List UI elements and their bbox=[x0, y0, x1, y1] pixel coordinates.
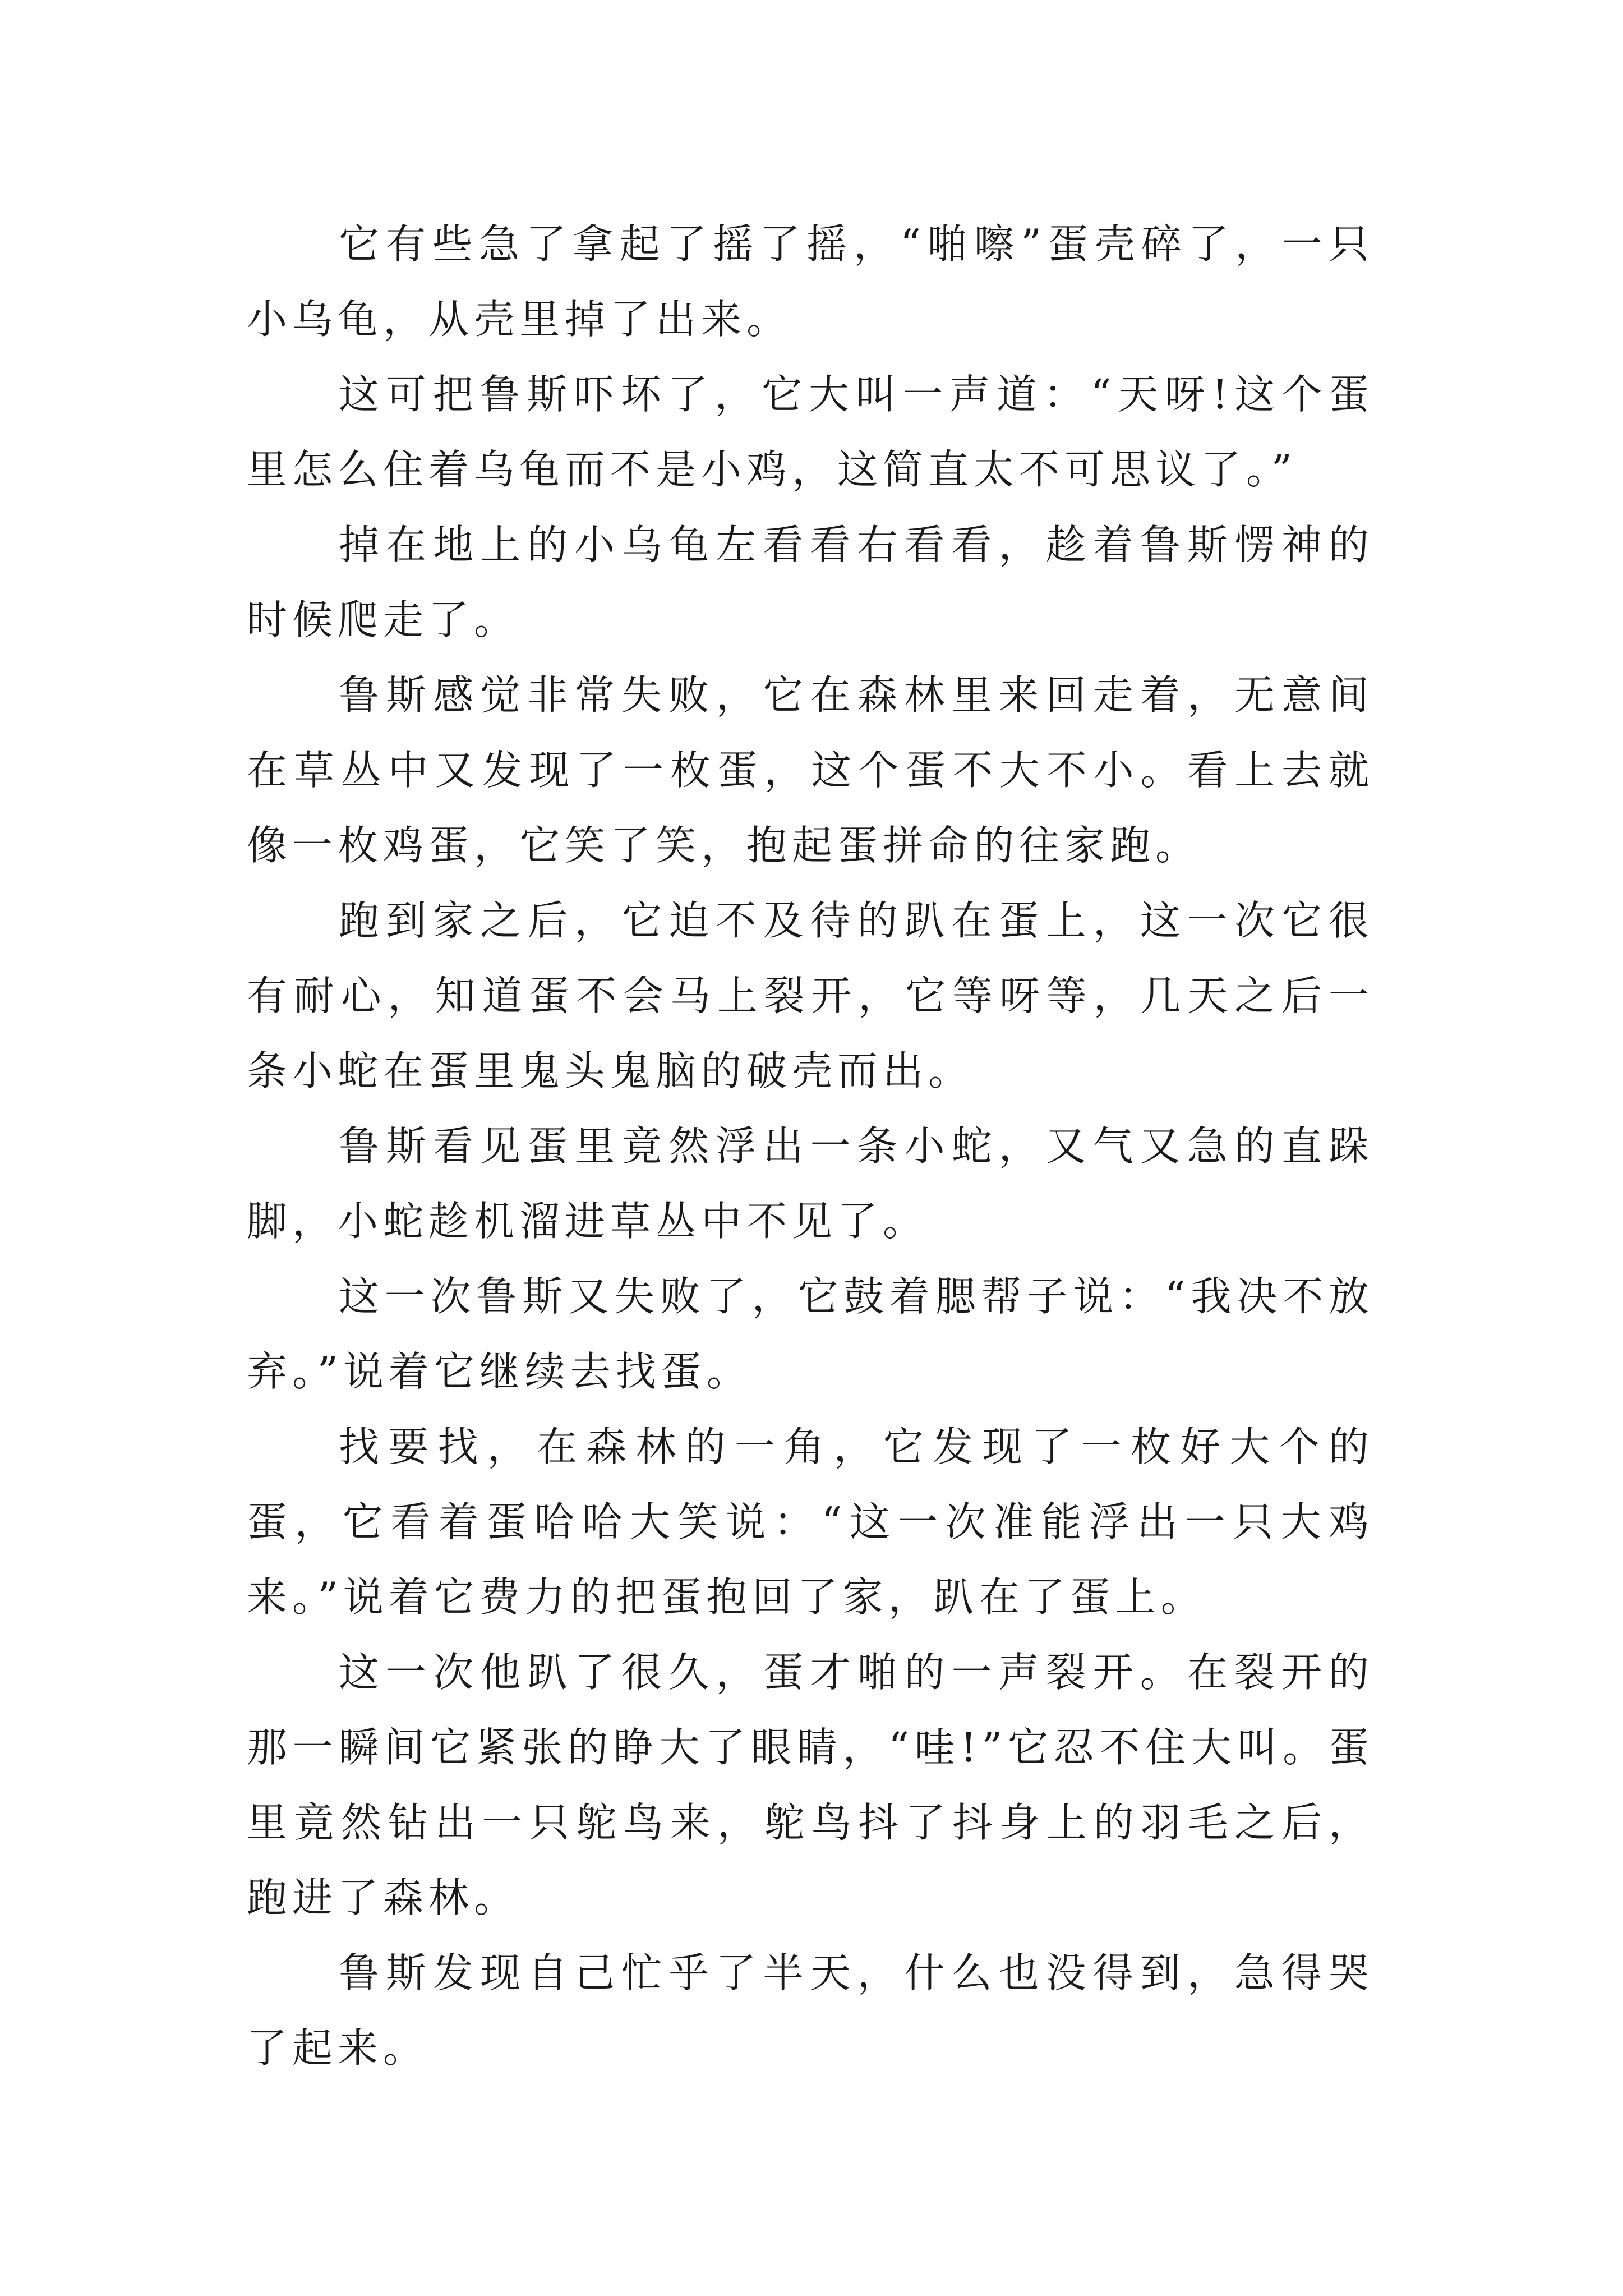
paragraph: 这一次他趴了很久，蛋才啪的一声裂开。在裂开的那一瞬间它紧张的睁大了眼睛，“哇!”它忍不住大叫。蛋里竟然钻出一只鸵鸟来，鸵鸟抖了抖身上的羽毛之后，跑进了森林。 bbox=[247, 1649, 1374, 1921]
paragraph: 找要找，在森林的一角，它发现了一枚好大个的蛋，它看着蛋哈哈大笑说：“这一次准能浮出一只大鸡来。”说着它费力的把蛋抱回了家，趴在了蛋上。 bbox=[247, 1423, 1374, 1621]
paragraph: 掉在地上的小乌龟左看看右看看，趁着鲁斯愣神的时候爬走了。 bbox=[247, 521, 1374, 643]
paragraph: 鲁斯看见蛋里竟然浮出一条小蛇，又气又急的直跺脚，小蛇趁机溜进草丛中不见了。 bbox=[247, 1122, 1374, 1245]
story-body bbox=[247, 206, 1374, 2086]
paragraph: 这一次鲁斯又失败了，它鼓着腮帮子说：“我决不放弃。”说着它继续去找蛋。 bbox=[247, 1273, 1374, 1395]
paragraph: 它有些急了拿起了摇了摇，“啪嚓”蛋壳碎了，一只小乌龟，从壳里掉了出来。 bbox=[247, 220, 1374, 343]
paragraph: 这可把鲁斯吓坏了，它大叫一声道：“天呀!这个蛋里怎么住着乌龟而不是小鸡，这简直太不可思议了。” bbox=[247, 371, 1374, 493]
paragraph: 跑到家之后，它迫不及待的趴在蛋上，这一次它很有耐心，知道蛋不会马上裂开，它等呀等，几天之后一条小蛇在蛋里鬼头鬼脑的破壳而出。 bbox=[247, 897, 1374, 1094]
paragraph: 鲁斯感觉非常失败，它在森林里来回走着，无意间在草丛中又发现了一枚蛋，这个蛋不大不小。看上去就像一枚鸡蛋，它笑了笑，抱起蛋拼命的往家跑。 bbox=[247, 671, 1374, 869]
paragraph: 鲁斯发现自己忙乎了半天，什么也没得到，急得哭了起来。 bbox=[247, 1949, 1374, 2072]
